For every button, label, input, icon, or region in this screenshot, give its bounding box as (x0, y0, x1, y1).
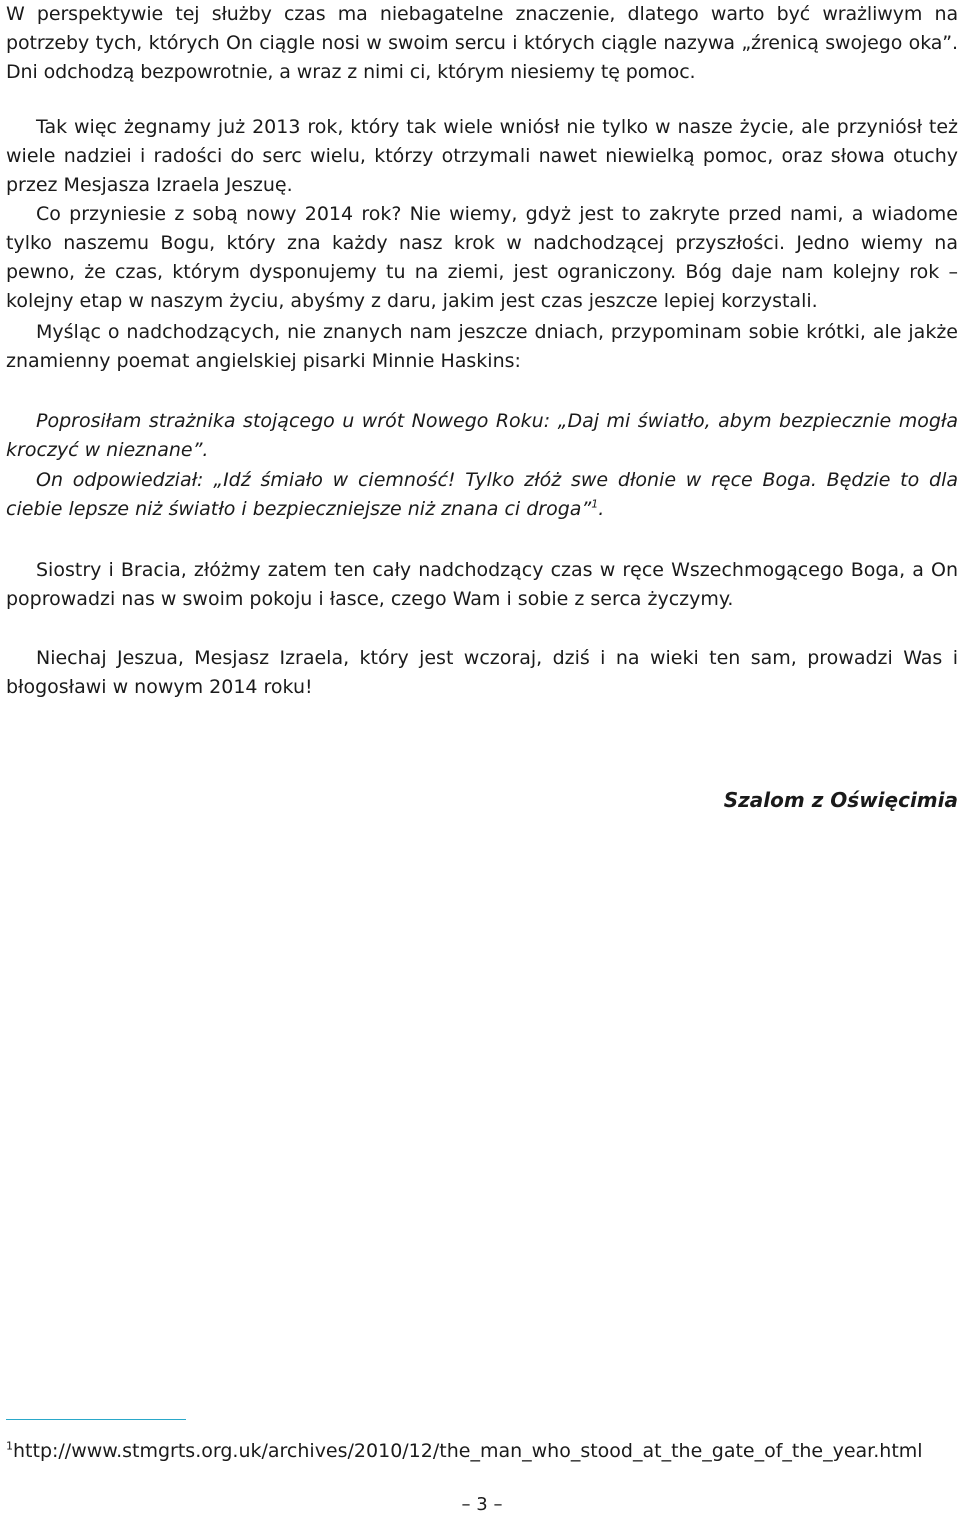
poem-answer-text: On odpowiedział: „Idź śmiało w ciemność! Tylko złóż swe dłonie w ręce Boga. Będzie to dla ciebie lepsze niż światło i bezpieczniejsze niż znana ci droga” (6, 469, 958, 520)
signature: Szalom z Oświęcimia (723, 788, 958, 812)
paragraph-new-year-2014: Co przyniesie z sobą nowy 2014 rok? Nie wiemy, gdyż jest to zakryte przed nami, a wiadome tylko naszemu Bogu, który zna każdy nasz krok w nadchodzącej przyszłości. Jedno wiemy na pewno, że czas, którym dysponujemy tu na ziemi, jest ograniczony. Bóg daje nam kolejny rok – kolejny etap w naszym życiu, abyśmy z daru, jakim jest czas jeszcze lepiej korzystali. (6, 203, 958, 312)
paragraph-blessing-wish: Siostry i Bracia, złóżmy zatem ten cały nadchodzący czas w ręce Wszechmogącego Boga, a On poprowadzi nas w swoim pokoju i łasce, czego Wam i sobie z serca życzymy. (6, 559, 958, 610)
footnote-link[interactable]: http://www.stmgrts.org.uk/archives/2010/12/the_man_who_stood_at_the_gate_of_the_year.html (13, 1440, 923, 1462)
document-page (6, 0, 958, 1516)
paragraph-poem-intro: Myśląc o nadchodzących, nie znanych nam jeszcze dniach, przypominam sobie krótki, ale jakże znamienny poemat angielskiej pisarki Minnie Haskins: (6, 321, 958, 372)
poem-quote-answer (6, 466, 958, 524)
paragraph-farewell-2013: Tak więc żegnamy już 2013 rok, który tak wiele wniósł nie tylko w nasze życie, ale przyniósł też wiele nadziei i radości do serc wielu, którzy otrzymali nawet niewielką pomoc, oraz słowa otuchy przez Mesjasza Izraela Jeszuę. (6, 116, 958, 196)
footnote (6, 1437, 923, 1466)
poem-quote-request: Poprosiłam strażnika stojącego u wrót Nowego Roku: „Daj mi światło, abym bezpiecznie mogła kroczyć w nieznane”. (6, 410, 958, 461)
footnote-number: 1 (6, 1439, 13, 1453)
paragraph-service-time: W perspektywie tej służby czas ma niebagatelne znaczenie, dlatego warto być wrażliwym na potrzeby tych, których On ciągle nosi w swoim sercu i których ciągle nazywa „źrenicą swojego oka”. Dni odchodzą bezpowrotnie, a wraz z nimi ci, którym niesiemy tę pomoc. (6, 3, 958, 83)
paragraph-closing-blessing: Niechaj Jeszua, Mesjasz Izraela, który jest wczoraj, dziś i na wieki ten sam, prowadzi Was i błogosławi w nowym 2014 roku! (6, 647, 958, 698)
footnote-divider (6, 1419, 186, 1420)
poem-answer-end: . (598, 498, 605, 520)
footnote-reference: 1 (591, 497, 599, 511)
page-number: – 3 – (461, 1494, 503, 1515)
